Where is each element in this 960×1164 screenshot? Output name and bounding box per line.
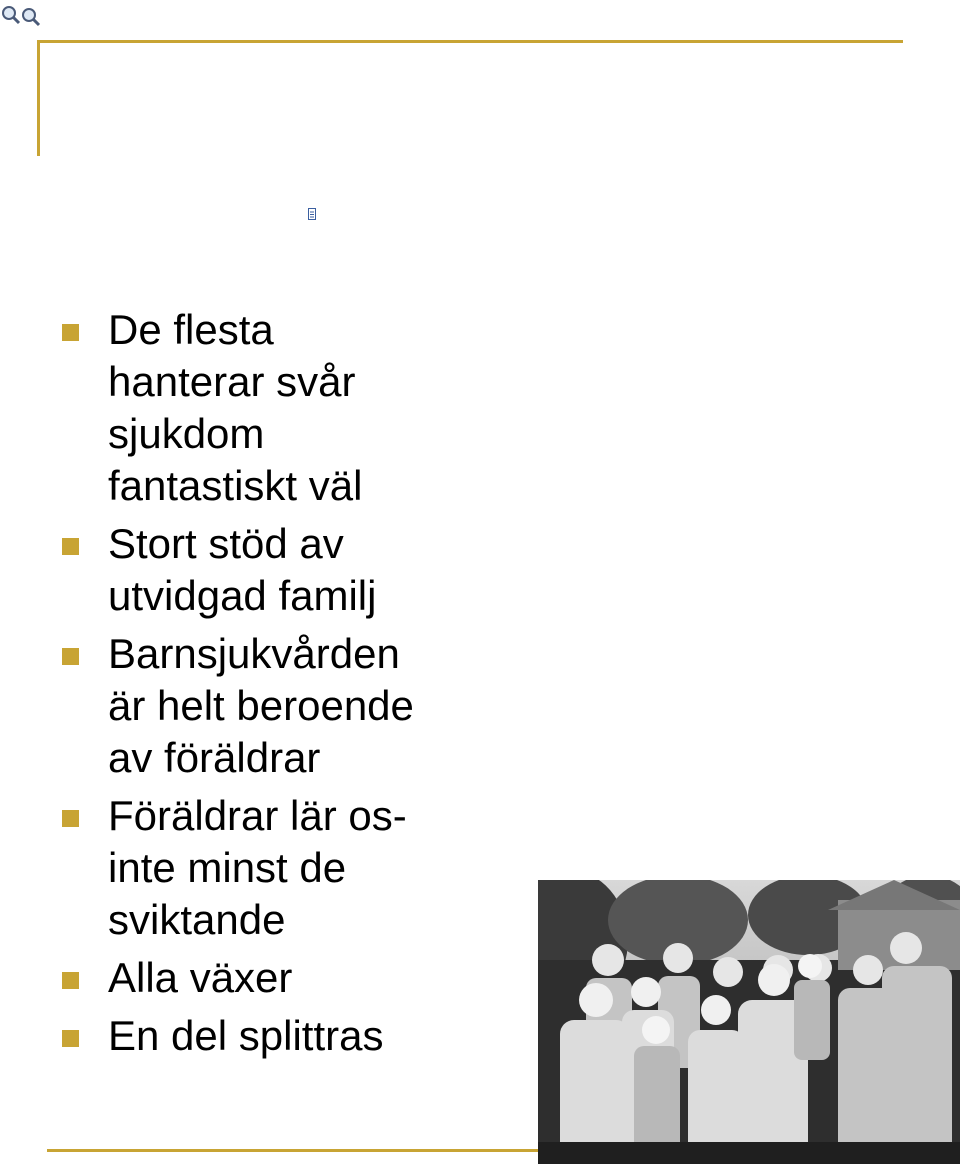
bullet-item [62,790,502,946]
square-bullet-icon [62,324,79,341]
bullet-list [62,304,502,1062]
bullet-item [62,628,502,784]
bullet-item [62,952,502,1004]
bullet-line: sviktande [108,896,286,943]
square-bullet-icon [62,538,79,555]
top-rule [37,40,903,43]
bullet-line: hanterar svår [108,358,356,405]
bullet-item [62,518,502,622]
bullet-line: Föräldrar lär os- [108,792,407,839]
magnifier-icon[interactable] [23,9,39,25]
bullet-line: sjukdom [108,410,265,457]
bullet-line: Barnsjukvården [108,630,400,677]
square-bullet-icon [62,1030,79,1047]
magnifier-icon[interactable] [3,7,19,23]
bullet-item [62,1010,502,1062]
bullet-line: är helt beroende [108,682,414,729]
bullet-line: En del splittras [108,1012,384,1059]
zoom-tools[interactable] [0,4,46,28]
family-group-photo [538,880,960,1164]
bullet-line: av föräldrar [108,734,321,781]
square-bullet-icon [62,810,79,827]
bullet-line: Alla växer [108,954,293,1001]
bullet-line: Stort stöd av [108,520,344,567]
left-rule [37,40,40,156]
square-bullet-icon [62,972,79,989]
document-icon[interactable] [308,208,316,220]
bullet-line: utvidgad familj [108,572,377,619]
bullet-line: fantastiskt väl [108,462,363,509]
bullet-item [62,304,502,512]
square-bullet-icon [62,648,79,665]
bullet-line: De flesta [108,306,274,353]
bottom-rule [47,1149,540,1152]
bullet-line: inte minst de [108,844,347,891]
